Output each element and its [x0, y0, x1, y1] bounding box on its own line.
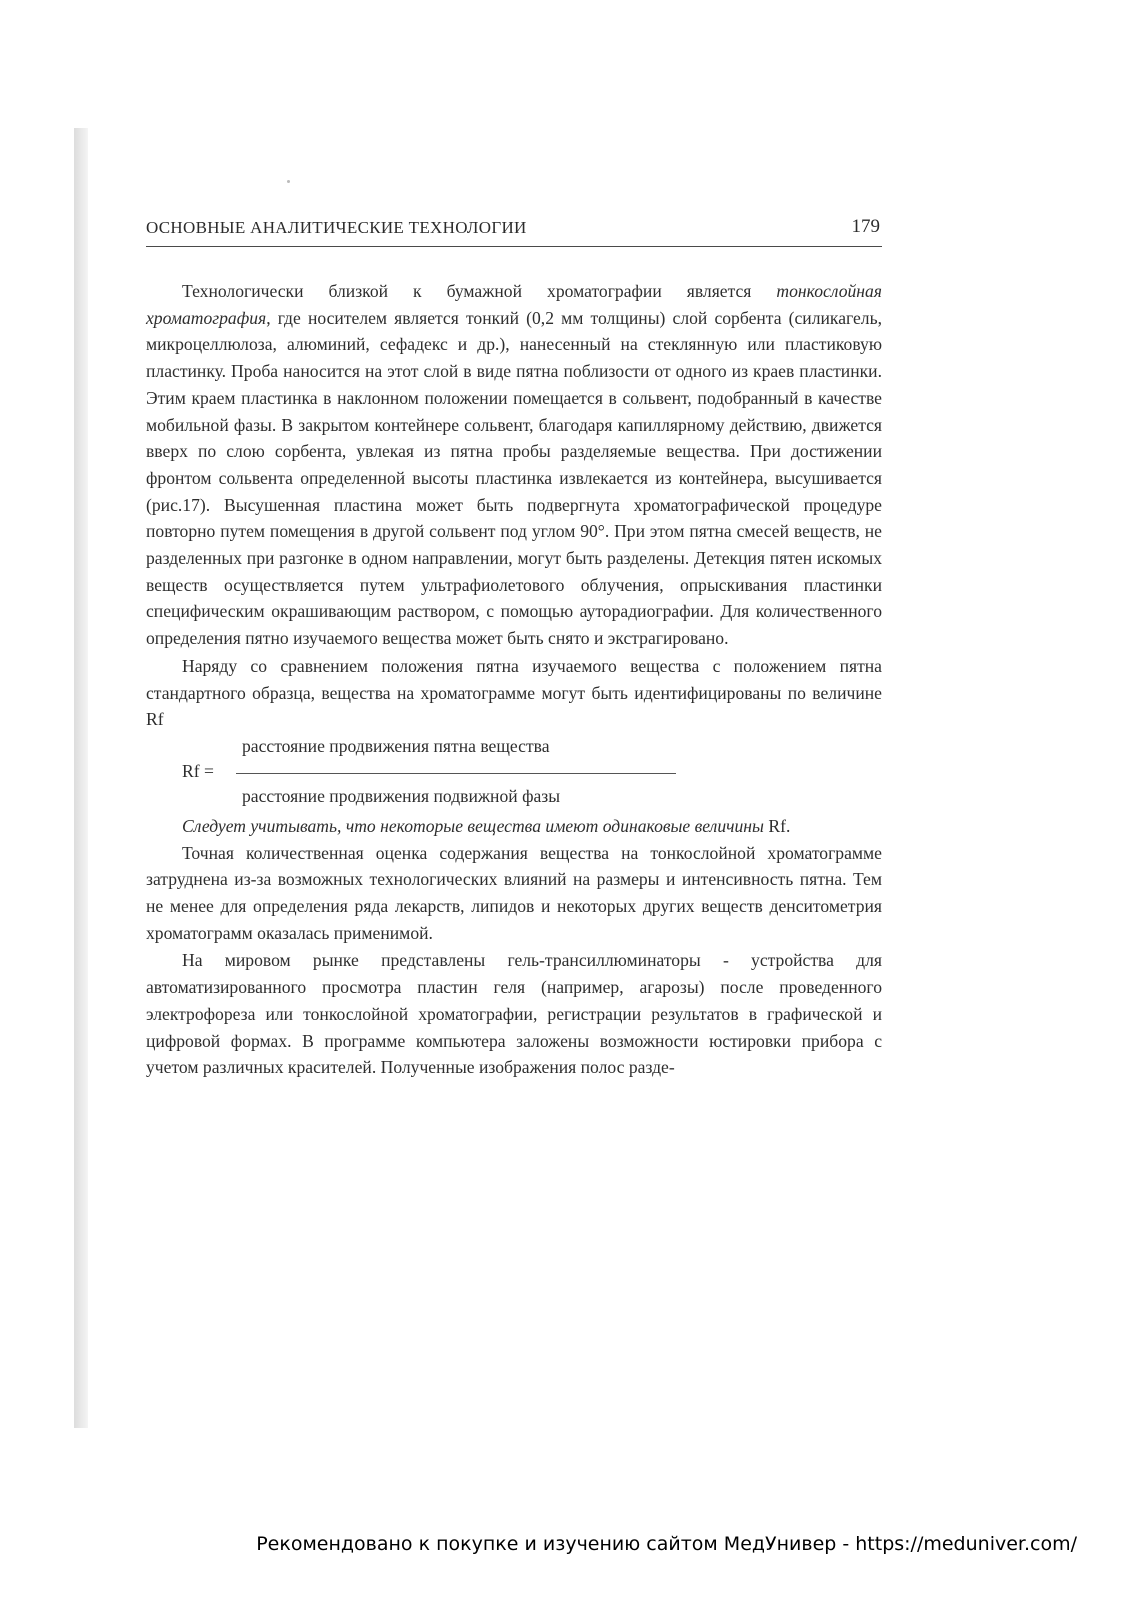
formula-numerator: расстояние продвижения пятна вещества	[242, 735, 550, 756]
scan-shadow	[74, 128, 88, 1428]
running-head: ОСНОВНЫЕ АНАЛИТИЧЕСКИЕ ТЕХНОЛОГИИ	[146, 218, 527, 237]
fraction-bar	[236, 773, 676, 774]
scan-speck	[287, 180, 290, 183]
paragraph-densitometry: Точная количественная оценка содержания вещества на тонкослойной хроматограмме затруднена из-за возможных технологических влияний на размеры и интенсивность пятна. Тем не менее для определения ряда лекарств, липидов и некоторых других веществ денситометрия хроматограмм оказалась применимой.	[146, 842, 882, 943]
body-text	[146, 278, 882, 1081]
paragraph-rf-identification: Наряду со сравнением положения пятна изучаемого вещества с положением пятна стандартного образца, вещества на хроматограмме могут быть идентифицированы по величине Rf	[146, 655, 882, 730]
page-number: 179	[851, 216, 880, 237]
paragraph-text: Технологически близкой к бумажной хроматографии является	[182, 281, 777, 301]
footer-recommendation: Рекомендовано к покупке и изучению сайтом МедУнивер - https://meduniver.com/	[256, 1533, 1077, 1555]
paragraph-text: Rf.	[763, 815, 791, 836]
emphasized-term: тонкослойная хроматография	[146, 281, 882, 328]
page-header	[146, 216, 882, 247]
paragraph-text: , где носителем является тонкий (0,2 мм толщины) слой сорбента (силикагель, микроцеллюлоза, алюминий, сефадекс и др.), нанесенный на стеклянную или пластиковую пластинку. Проба наносится на этот слой в виде пятна поблизости от одного из краев пластинки. Этим краем пластинка в наклонном положении помещается в сольвент, подобранный в качестве мобильной фазы. В закрытом контейнере сольвент, благодаря капиллярному действию, движется вверх по слою сорбента, увлекая из пятна пробы разделяемые вещества. При достижении фронтом сольвента определенной высоты пластинка извлекается из контейнера, высушивается (рис.17). Высушенная пластина может быть подвергнута хроматографической процедуре повторно путем помещения в другой сольвент под углом 90°. При этом пятна смесей веществ, не разделенных при разгонке в одном направлении, могут быть разделены. Детекция пятен искомых веществ осуществляется путем ультрафиолетового облучения, опрыскивания пластинки специфическим окрашивающим раствором, с помощью ауторадиографии. Для количественного определения пятно изучаемого вещества может быть снято и экстрагировано.	[146, 307, 882, 649]
formula-lhs: Rf =	[182, 760, 214, 781]
paragraph-rf-note	[146, 813, 882, 840]
formula-denominator: расстояние продвижения подвижной фазы	[242, 785, 561, 806]
emphasized-note: Следует учитывать, что некоторые вещества имеют одинаковые величины	[182, 815, 764, 836]
paragraph-thin-layer-chromatography	[146, 278, 882, 652]
rf-formula	[146, 733, 882, 813]
paragraph-gel-transilluminators: На мировом рынке представлены гель-трансиллюминаторы - устройства для автоматизированного просмотра пластин геля (например, агарозы) после проведенного электрофореза или тонкослойной хроматографии, регистрации результатов в графической и цифровой формах. В программе компьютера заложены возможности юстировки прибора с учетом различных красителей. Полученные изображения полос разде-	[146, 950, 882, 1078]
